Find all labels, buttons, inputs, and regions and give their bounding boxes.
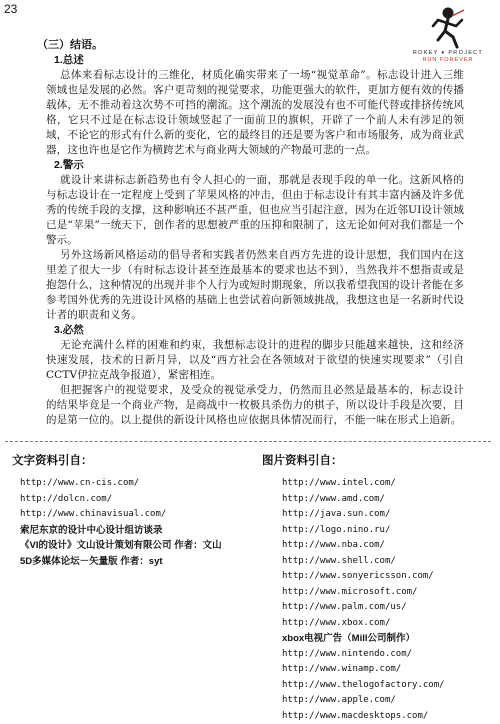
image-reference-link[interactable]: http://www.nba.com/ <box>282 538 445 554</box>
image-reference-link[interactable]: http://www.palm.com/us/ <box>282 600 445 616</box>
text-reference-link[interactable]: http://www.chinavisual.com/ <box>20 507 222 523</box>
text-reference-item: 《VI的设计》文山设计策划有限公司 作者：文山 <box>20 538 222 554</box>
paragraph: 无论充满什么样的困难和约束，我想标志设计的进程的脚步只能越来越快，这和经济快速发展，技术的日新月异，以及“西方社会在各领域对于欲望的快速实现要求”（引自CCTV伊拉克战争报道），紧密相连。 <box>46 338 464 383</box>
image-reference-item: xbox电视广告（Mill公司制作） <box>282 631 445 647</box>
paragraph: 另外这场新风格运动的倡导者和实践者仍然来自西方先进的设计思想，我们国内在这里差了很大一步（有时标志设计甚至连最基本的要求也达不到），当然我并不想指责或是抱怨什么，这种情况的出现并非个人行为或短时期现象，所以我希望我国的设计者能在多参考国外优秀的先进设计风格的基础上也尝试着向新领域挑战，我想这也是一名新时代设计者的职责和义务。 <box>46 248 464 323</box>
text-reference-link[interactable]: http://www.cn-cis.com/ <box>20 476 222 492</box>
text-reference-item: 索尼东京的设计中心设计组访谈录 <box>20 523 222 539</box>
paragraph: 但把握客户的视觉要求，及受众的视觉承受力，仍然而且必然是最基本的，标志设计的结果毕竟是一个商业产物，是商战中一枚极具杀伤力的棋子，所以设计手段是次要，目的是第一位的。以上提供的新设计风格也应依据具体情况而行，不能一味在形式上追新。 <box>46 383 464 428</box>
image-reference-link[interactable]: http://logo.nino.ru/ <box>282 523 445 539</box>
image-references-list <box>282 476 445 724</box>
conclusion-section <box>46 38 464 428</box>
image-reference-link[interactable]: http://java.sun.com/ <box>282 507 445 523</box>
text-reference-item: 5D多媒体论坛－矢量版 作者：syt <box>20 554 222 570</box>
image-reference-link[interactable]: http://www.shell.com/ <box>282 554 445 570</box>
section-title: （三）结语。 <box>37 38 464 53</box>
image-references-heading: 图片资料引自： <box>262 452 343 468</box>
section-divider <box>5 441 491 442</box>
page-number: 23 <box>4 2 17 16</box>
image-reference-link[interactable]: http://www.nintendo.com/ <box>282 647 445 663</box>
subsection-title-warning: 2.警示 <box>54 158 464 173</box>
text-references-heading: 文字资料引自： <box>12 452 93 468</box>
image-reference-link[interactable]: http://www.amd.com/ <box>282 492 445 508</box>
text-reference-link[interactable]: http://dolcn.com/ <box>20 492 222 508</box>
image-reference-link[interactable]: http://www.microsoft.com/ <box>282 585 445 601</box>
image-reference-link[interactable]: http://www.thelogofactory.com/ <box>282 678 445 694</box>
paragraph: 就设计来讲标志新趋势也有令人担心的一面，那就是表现手段的单一化。这新风格的与标志设计在一定程度上受到了苹果风格的冲击，但由于标志设计有其丰富内涵及许多优秀的传统手段的支撑，这种影响还不甚严重，但也应当引起注意，因为在近邻UI设计领域已是“苹果”一统天下，创作者的思想被严重的压抑和限制了，这无论如何对我们都是一个警示。 <box>46 173 464 248</box>
logo-tagline: RUN FOREVER <box>400 57 496 64</box>
image-reference-link[interactable]: http://www.sonyericsson.com/ <box>282 569 445 585</box>
paragraph: 总体来看标志设计的三维化，材质化确实带来了一场“视觉革命”。标志设计进入三维领域也是发展的必然。客户更苛刻的视觉要求，功能更强大的软件，更加方便有效的传播载体，无不推动着这次势不可挡的潮流。这个潮流的发展没有也不可能代替或排挤传统风格，它只不过是在标志设计领域竖起了一面前卫的旗帜，开辟了一个前人未有涉足的领域，不论它的形式有什么新的变化，它的最终目的还是要为客户和市场服务，成为商业武器，这也许也是它作为横跨艺术与商业两大领域的产物最可悲的一点。 <box>46 68 464 158</box>
text-references-list <box>20 476 222 569</box>
image-reference-link[interactable]: http://www.apple.com/ <box>282 693 445 709</box>
image-reference-link[interactable]: http://www.intel.com/ <box>282 476 445 492</box>
logo-brand-text: ROKEY ♦ PROJECT <box>400 50 496 57</box>
subsection-title-overview: 1.总述 <box>54 53 464 68</box>
image-reference-link[interactable]: http://www.winamp.com/ <box>282 662 445 678</box>
image-reference-link[interactable]: http://www.macdesktops.com/ <box>282 709 445 724</box>
subsection-title-inevitable: 3.必然 <box>54 323 464 338</box>
image-reference-link[interactable]: http://www.xbox.com/ <box>282 616 445 632</box>
